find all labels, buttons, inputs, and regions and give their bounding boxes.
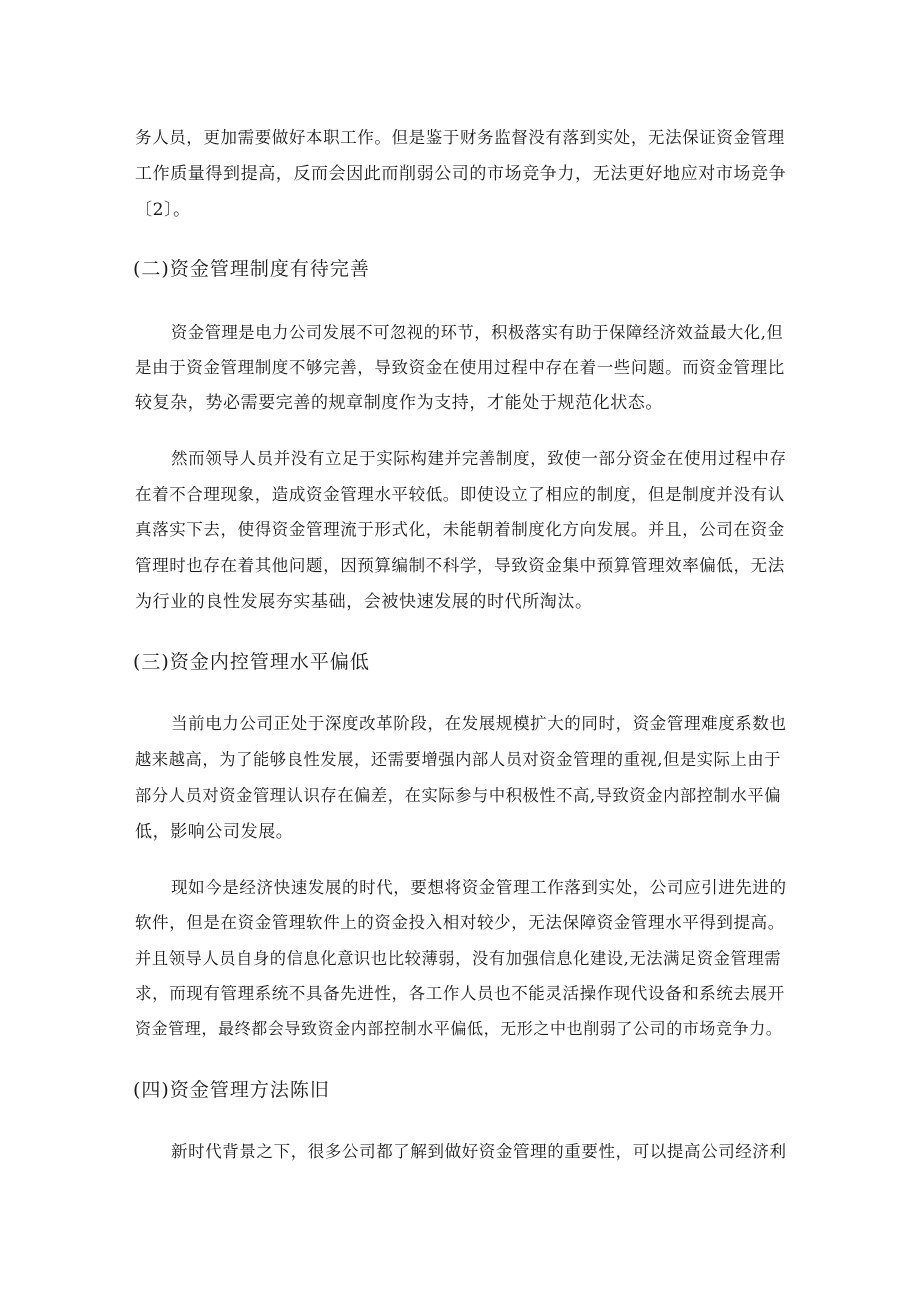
text-line: 部分人员对资金管理认识存在偏差，在实际参与中积极性不高,导致资金内部控制水平偏 xyxy=(135,786,782,805)
section-heading: (三)资金内控管理水平偏低 xyxy=(133,651,370,673)
text-line: 工作质量得到提高，反而会因此而削弱公司的市场竞争力，无法更好地应对市场竞争 xyxy=(135,164,787,184)
text-line: 务人员，更加需要做好本职工作。但是鉴于财务监督没有落到实处，无法保证资金管理 xyxy=(135,128,785,147)
text-line: 当前电力公司正处于深度改革阶段，在发展规模扩大的同时，资金管理难度系数也 xyxy=(171,714,787,733)
text-line: 〔2〕。 xyxy=(135,200,191,220)
text-line: 软件，但是在资金管理软件上的资金投入相对较少，无法保障资金管理水平得到提高。 xyxy=(135,913,785,932)
text-line: 为行业的良性发展夯实基础，会被快速发展的时代所淘汰。 xyxy=(135,592,593,612)
text-line: 资金管理，最终都会导致资金内部控制水平偏低，无形之中也削弱了公司的市场竞争力。 xyxy=(135,1019,783,1038)
text-line: 较复杂，势必需要完善的规章制度作为支持，才能处于规范化状态。 xyxy=(135,393,663,413)
text-line: 管理时也存在着其他问题，因预算编制不科学，导致资金集中预算管理效率偏低，无法 xyxy=(135,556,785,575)
text-line: 并且领导人员自身的信息化意识也比较薄弱，没有加强信息化建设,无法满足资金管理需 xyxy=(135,949,782,968)
text-line: 现如今是经济快速发展的时代，要想将资金管理工作落到实处，公司应引进先进的 xyxy=(171,878,787,897)
text-line: 新时代背景之下，很多公司都了解到做好资金管理的重要性，可以提高公司经济利 xyxy=(171,1142,787,1161)
text-line: 是由于资金管理制度不够完善，导致资金在使用过程中存在着一些问题。而资金管理比 xyxy=(135,358,785,377)
section-heading: (四)资金管理方法陈旧 xyxy=(133,1079,330,1101)
text-line: 越来越高，为了能够良性发展，还需要增强内部人员对资金管理的重视,但是实际上由于 xyxy=(135,750,782,769)
text-line: 低，影响公司发展。 xyxy=(135,822,294,842)
text-line: 求，而现有管理系统不具备先进性，各工作人员也不能灵活操作现代设备和系统去展开 xyxy=(135,984,785,1003)
text-line: 然而领导人员并没有立足于实际构建并完善制度，致使一部分资金在使用过程中存 xyxy=(171,449,787,468)
text-line: 资金管理是电力公司发展不可忽视的环节，积极落实有助于保障经济效益最大化,但 xyxy=(171,323,784,342)
text-line: 在着不合理现象，造成资金管理水平较低。即使设立了相应的制度，但是制度并没有认 xyxy=(135,485,785,504)
text-line: 真落实下去，使得资金管理流于形式化，未能朝着制度化方向发展。并且，公司在资金 xyxy=(135,520,785,539)
section-heading: (二)资金管理制度有待完善 xyxy=(133,258,370,280)
